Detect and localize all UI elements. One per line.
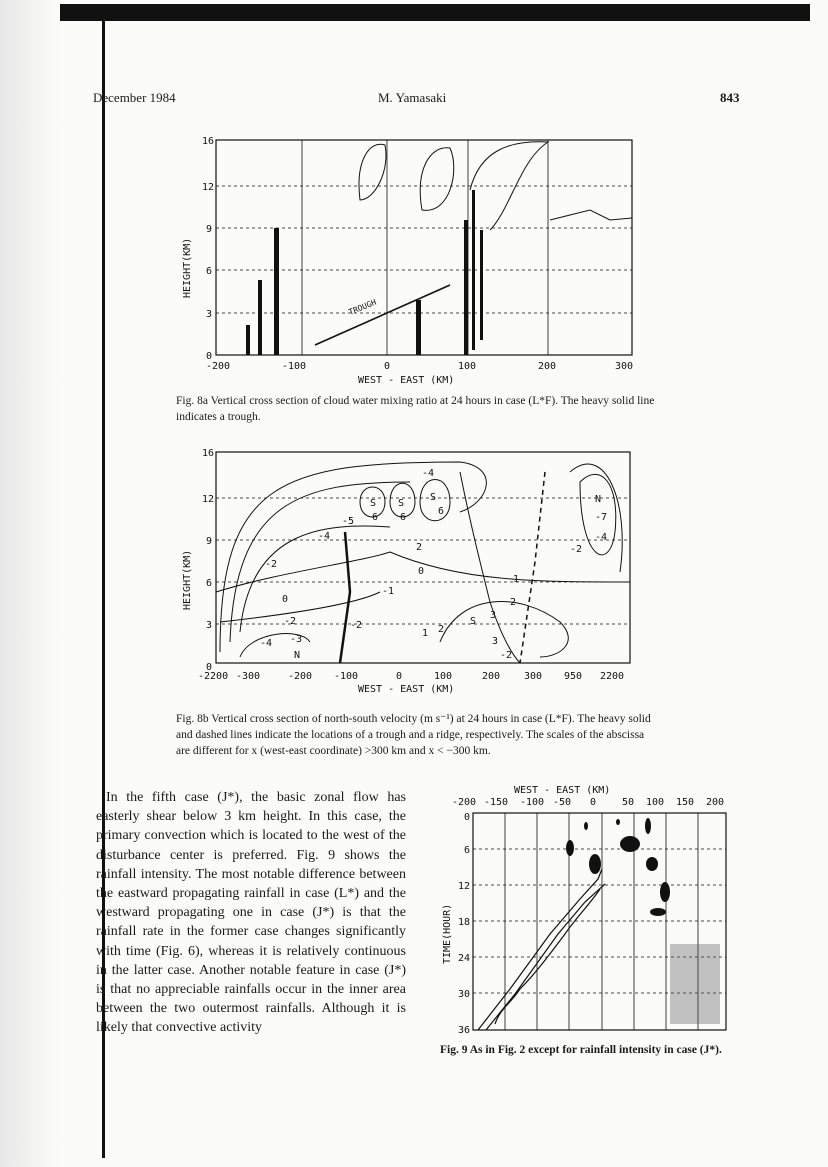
figure-mark — [650, 908, 666, 916]
tick-label: -100 — [282, 361, 307, 372]
tick-label: 100 — [434, 671, 453, 682]
y-axis-label: TIME(HOUR) — [442, 903, 453, 964]
tick-label: 3 — [490, 610, 497, 621]
tick-label: -2200 — [198, 671, 229, 682]
tick-label: 24 — [458, 953, 471, 964]
figure-mark — [566, 840, 574, 856]
tick-label: 2 — [438, 624, 445, 635]
tick-label: 300 — [615, 361, 634, 372]
tick-label: 0 — [464, 812, 471, 823]
tick-label: S — [470, 616, 477, 627]
figure-mark — [416, 300, 421, 355]
tick-label: -4 — [422, 468, 435, 479]
x-axis-label: WEST - EAST (KM) — [514, 785, 611, 796]
figure-mark — [584, 822, 588, 830]
figure-mark — [460, 472, 520, 663]
tick-label: 950 — [564, 671, 583, 682]
header-date: December 1984 — [93, 90, 176, 105]
figure-mark — [464, 220, 468, 355]
tick-label: 6 — [400, 512, 407, 523]
tick-label: 50 — [622, 797, 635, 808]
tick-label: S — [398, 498, 405, 509]
tick-label: -2 — [265, 559, 278, 570]
figure-8b — [160, 442, 660, 698]
x-axis-label: WEST - EAST (KM) — [358, 684, 455, 695]
tick-label: 2 — [416, 542, 423, 553]
tick-label: 0 — [396, 671, 403, 682]
rainfall-contours — [478, 869, 605, 1030]
tick-label: 3 — [492, 636, 499, 647]
figure-mark — [359, 144, 386, 200]
tick-label: -2 — [500, 650, 513, 661]
figure-8a-caption: Fig. 8a Vertical cross section of cloud water mixing ratio at 24 hours in case (L*F). The heavy solid line indicates a trough. — [176, 395, 655, 423]
tick-label: 30 — [458, 989, 471, 1000]
page-number: 843 — [720, 90, 740, 105]
figure-mark — [589, 854, 601, 874]
figure-9 — [440, 784, 740, 1040]
trough-label: TROUGH — [347, 297, 378, 317]
tick-label: -3 — [290, 634, 303, 645]
tick-label: -100 — [520, 797, 545, 808]
tick-label: 2 — [510, 597, 517, 608]
scan-edge — [0, 0, 60, 1167]
tick-label: 6 — [372, 512, 379, 523]
tick-label: S — [430, 492, 437, 503]
figure-mark — [645, 818, 651, 834]
figure-mark — [480, 230, 483, 340]
tick-label: 2200 — [600, 671, 625, 682]
tick-label: -5 — [342, 516, 355, 527]
tick-label: -200 — [452, 797, 477, 808]
tick-label: -200 — [288, 671, 313, 682]
tick-label: -7 — [595, 512, 608, 523]
tick-label: 0 — [384, 361, 391, 372]
figure-mark — [550, 210, 632, 220]
tick-label: 9 — [206, 224, 213, 235]
body-text: In the fifth case (J*), the basic zonal flow has easterly shear below 3 km height. In this case, the primary convection which is located to the west of the disturbance center is preferred. Fig. 9 shows the rainfall intensity. The most notable difference between the eastward propagating rainfall in case (L*) and the westward propagating one in case (J*) is that the rainfall rate in the former case changes significantly with time (Fig. 6), whereas it is relatively continuous in the latter case. Another notable feature in case (J*) is that no appreciable rainfalls occur in the inner area between the two outermost rainfalls. Although it is likely that convective activity — [96, 790, 406, 1036]
figure-8b-caption: Fig. 8b Vertical cross section of north-south velocity (m s⁻¹) at 24 hours in case (L*F). The heavy solid and dashed lines indicate the locations of a trough and a ridge, respectively. The scales of the abscissa are different for x (west-east coordinate) >300 km and x < −300 km. — [176, 713, 651, 757]
tick-label: 12 — [202, 494, 215, 505]
x-ticks — [206, 361, 633, 372]
header-author: M. Yamasaki — [378, 90, 447, 105]
tick-label: N — [294, 650, 301, 661]
figure-mark — [440, 602, 568, 657]
tick-label: S — [370, 498, 377, 509]
figure-mark — [616, 819, 620, 825]
figure-mark — [478, 869, 602, 1030]
tick-label: 0 — [206, 662, 213, 673]
tick-label: 200 — [538, 361, 557, 372]
tick-label: N — [595, 494, 602, 505]
scan-top-bar — [60, 4, 810, 21]
tick-label: -1 — [382, 586, 395, 597]
figure-9-caption: Fig. 9 As in Fig. 2 except for rainfall intensity in case (J*). — [440, 1044, 722, 1056]
tick-label: -200 — [206, 361, 231, 372]
tick-label: 12 — [202, 182, 215, 193]
tick-label: 200 — [482, 671, 501, 682]
tick-label: 3 — [206, 620, 213, 631]
tick-label: 200 — [706, 797, 725, 808]
tick-label: 6 — [438, 506, 445, 517]
figure-mark — [246, 325, 250, 355]
tick-label: -100 — [334, 671, 359, 682]
figure-8a — [160, 130, 660, 395]
tick-label: -2 — [570, 544, 583, 555]
figure-mark — [420, 148, 454, 211]
figure-mark — [240, 526, 390, 632]
tick-label: 6 — [206, 266, 213, 277]
trough-line — [340, 532, 350, 663]
tick-label: 100 — [646, 797, 665, 808]
tick-label: -150 — [484, 797, 509, 808]
tick-label: 9 — [206, 536, 213, 547]
trough-line — [315, 285, 450, 345]
tick-label: 6 — [206, 578, 213, 589]
tick-label: 0 — [590, 797, 597, 808]
y-ticks — [458, 812, 470, 1036]
tick-label: -2 — [350, 620, 363, 631]
y-ticks — [202, 448, 214, 673]
tick-label: 6 — [464, 845, 471, 856]
figure-mark — [620, 836, 640, 852]
tick-label: 150 — [676, 797, 695, 808]
figure-mark — [670, 944, 720, 1024]
y-axis-label: HEIGHT(KM) — [182, 237, 193, 298]
tick-label: 16 — [202, 448, 215, 459]
tick-label: 300 — [524, 671, 543, 682]
tick-label: 3 — [206, 309, 213, 320]
tick-label: -4 — [260, 638, 273, 649]
x-ticks — [198, 671, 624, 682]
figure-mark — [495, 889, 600, 1024]
figure-mark — [646, 857, 658, 871]
contour-labels — [260, 468, 607, 661]
ridge-line — [520, 472, 545, 663]
tick-label: 12 — [458, 881, 471, 892]
tick-label: 16 — [202, 136, 215, 147]
y-ticks — [202, 136, 214, 362]
tick-label: -4 — [318, 531, 331, 542]
tick-label: 0 — [418, 566, 425, 577]
cloud-outlines — [359, 142, 632, 230]
tick-label: 36 — [458, 1025, 471, 1036]
x-axis-label: WEST - EAST (KM) — [358, 375, 455, 386]
figure-mark — [258, 280, 262, 355]
x-ticks — [452, 797, 724, 808]
tick-label: -4 — [595, 532, 608, 543]
cloud-contours — [246, 190, 483, 355]
tick-label: -50 — [553, 797, 572, 808]
tick-label: 18 — [458, 917, 471, 928]
tick-label: 0 — [282, 594, 289, 605]
gridlines — [216, 498, 630, 624]
tick-label: 0 — [206, 351, 213, 362]
tick-label: 1 — [422, 628, 429, 639]
tick-label: -2 — [284, 616, 297, 627]
tick-label: 100 — [458, 361, 477, 372]
figure-mark — [660, 882, 670, 902]
tick-label: 1 — [513, 574, 520, 585]
tick-label: -300 — [236, 671, 261, 682]
figure-mark — [274, 228, 279, 355]
figure-mark — [472, 190, 475, 350]
y-axis-label: HEIGHT(KM) — [182, 549, 193, 610]
